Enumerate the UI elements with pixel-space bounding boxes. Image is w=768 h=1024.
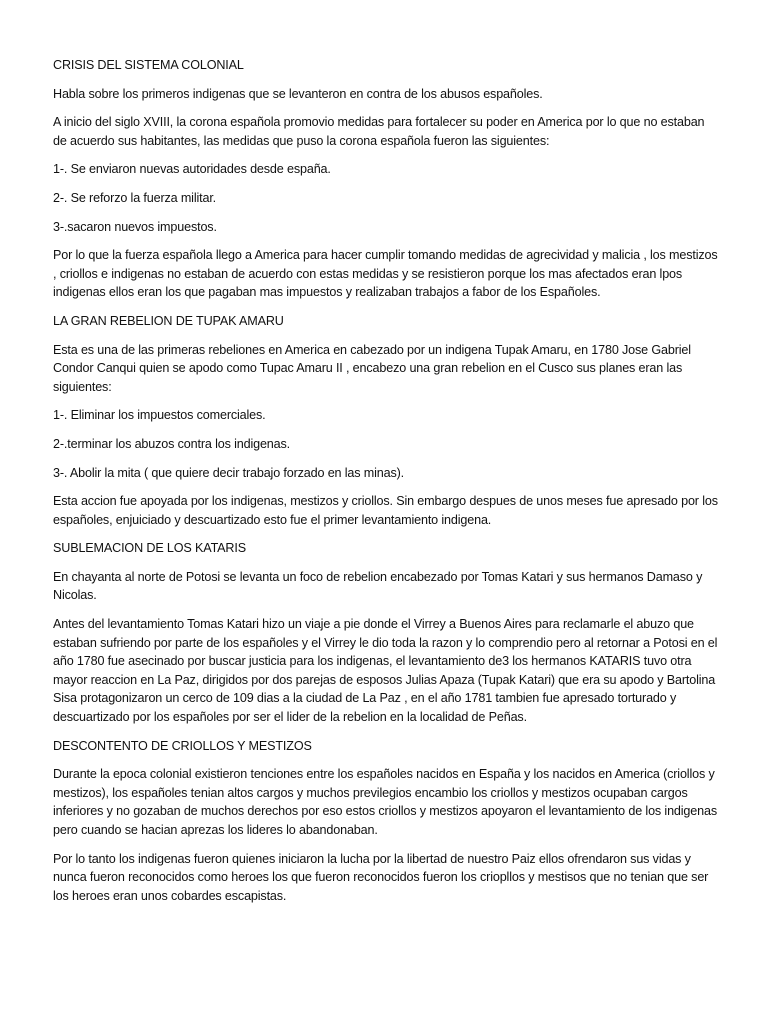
paragraph: Antes del levantamiento Tomas Katari hizo un viaje a pie donde el Virrey a Buenos Aires para reclamarle el abuzo que estaban sufriendo por parte de los españoles y el Virrey le dio toda la razon y lo comprendio pero al retornar a Potosi en el año 1780 fue asecinado por buscar justicia para los indigenas, el levantamiento de3 los hermanos KATARIS tuvo otra mayor reaccion en La Paz, dirigidos por dos parejas de esposos Julias Apaza (Tupak Katari) que era su apodo y Bartolina Sisa protagonizaron un cerco de 109 dias a la ciudad de La Paz , en el año 1781 tambien fue apresado torturado y descuartizado por los españoles por ser el lider de la rebelion en la localidad de Peñas.	[53, 617, 718, 725]
section-heading: LA GRAN REBELION DE TUPAK AMARU	[53, 313, 284, 328]
paragraph: Esta accion fue apoyada por los indigenas, mestizos y criollos. Sin embargo despues de unos meses fue apresado por los españoles, enjuiciado y descuartizado esto fue el primer levantamiento indigena.	[53, 494, 718, 527]
list-item: 1-. Se enviaron nuevas autoridades desde españa.	[53, 162, 331, 177]
section-descontento-criollos-mestizos	[53, 737, 721, 906]
paragraph: Habla sobre los primeros indigenas que se levanteron en contra de los abusos españoles.	[53, 86, 543, 101]
paragraph: Por lo tanto los indigenas fueron quienes iniciaron la lucha por la libertad de nuestro Paiz ellos ofrendaron sus vidas y nunca fueron reconocidos como heroes los que fueron reconocidos fueron los criopllos y mestisos que no tenian que ser los heroes eran unos cobardes escapistas.	[53, 851, 709, 903]
list-item: 3-. Abolir la mita ( que quiere decir trabajo forzado en las minas).	[53, 465, 404, 480]
paragraph: Esta es una de las primeras rebeliones en America en cabezado por un indigena Tupak Amaru, en 1780 Jose Gabriel Condor Canqui quien se apodo como Tupac Amaru II , encabezo una gran rebelion en el Cusco sus planes eran las siguientes:	[53, 342, 691, 394]
section-heading: CRISIS DEL SISTEMA COLONIAL	[53, 58, 244, 72]
list-item: 1-. Eliminar los impuestos comerciales.	[53, 408, 266, 423]
list-item: 3-.sacaron nuevos impuestos.	[53, 219, 217, 234]
paragraph: Durante la epoca colonial existieron tenciones entre los españoles nacidos en España y los nacidos en America (criollos y mestizos), los españoles tenian altos cargos y muchos previlegios encambio los criollos y mestizos ocupaban cargos inferiores y no gozaban de muchos derechos por eso estos criollos y mestizos apoyaron el levantamiento de los indigenas pero cuando se hacian aprezas los lideres lo abandonaban.	[53, 767, 717, 837]
section-heading: SUBLEMACION DE LOS KATARIS	[53, 541, 246, 556]
section-rebelion-tupak-amaru	[53, 312, 721, 529]
paragraph: Por lo que la fuerza española llego a America para hacer cumplir tomando medidas de agrecividad y malicia , los mestizos , criollos e indigenas no estaban de acuerdo con estas medidas y se resistieron porque los mas afectados eran lpos indigenas ellos eran los que pagaban mas impuestos y realizaban trabajos a fabor de los Españoles.	[53, 248, 718, 300]
paragraph: En chayanta al norte de Potosi se levanta un foco de rebelion encabezado por Tomas Katari y sus hermanos Damaso y Nicolas.	[53, 569, 703, 603]
paragraph: A inicio del siglo XVIII, la corona española promovio medidas para fortalecer su poder en America por lo que no estaban de acuerdo sus habitantes, las medidas que puso la corona española fueron las siguientes:	[53, 115, 705, 148]
list-item: 2-.terminar los abuzos contra los indigenas.	[53, 436, 291, 451]
section-sublemacion-kataris	[53, 539, 721, 726]
list-item: 2-. Se reforzo la fuerza militar.	[53, 190, 217, 205]
document-page	[53, 56, 721, 915]
section-crisis-sistema-colonial	[53, 56, 721, 302]
section-heading: DESCONTENTO DE CRIOLLOS Y MESTIZOS	[53, 738, 312, 753]
